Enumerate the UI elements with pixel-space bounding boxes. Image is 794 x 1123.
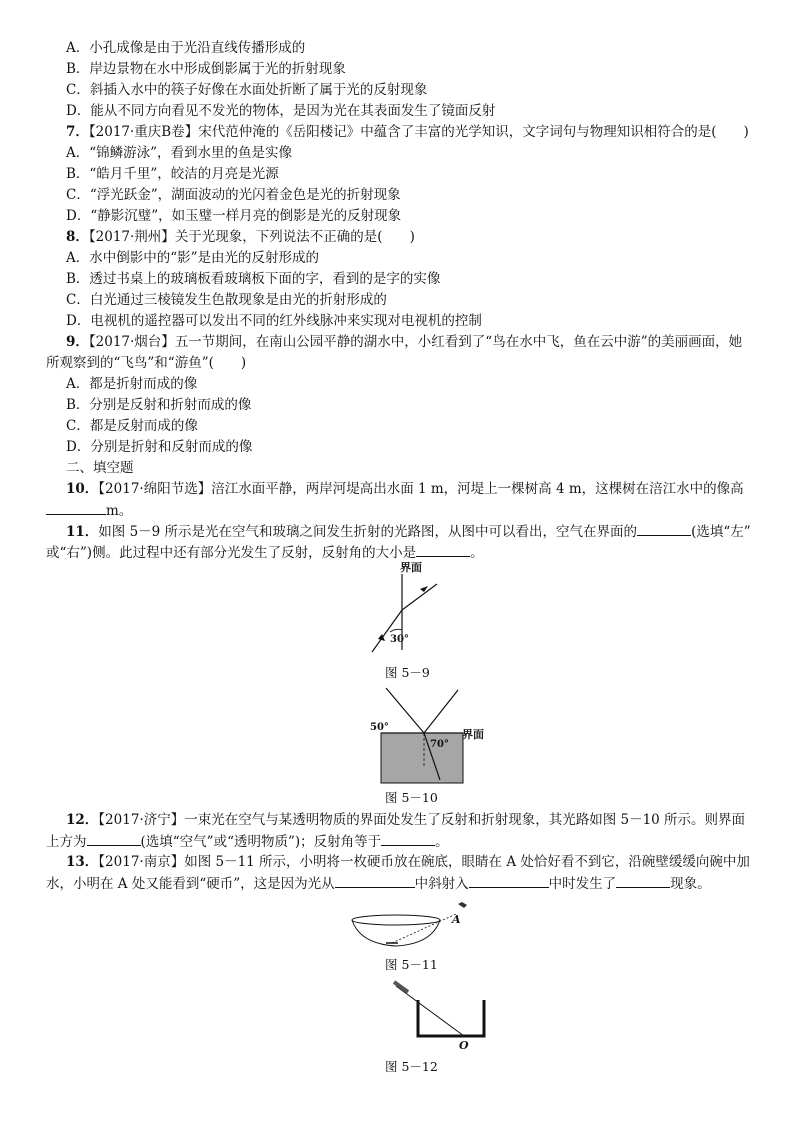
q7-option-a: A．“锦鳞游泳”，看到水里的鱼是实像 — [66, 145, 293, 161]
question-13 — [66, 852, 750, 872]
light-ray — [396, 986, 464, 1036]
figure-5-12-caption: 图 5－12 — [385, 1059, 438, 1074]
question-source: 【2017·济宁】 — [98, 812, 185, 828]
question-text: (选填“空气”或“透明物质”)；反射角等于 — [140, 834, 382, 850]
answer-blank[interactable] — [416, 542, 470, 557]
answer-blank[interactable] — [46, 500, 106, 515]
question-text: 关于光现象，下列说法不正确的是( ) — [174, 229, 415, 245]
q6-option-c: C．斜插入水中的筷子好像在水面处折断了属于光的反射现象 — [66, 82, 428, 98]
figure-5-12-point-o: O — [459, 1039, 469, 1052]
bowl-rim — [352, 915, 440, 925]
question-text: 中斜射入 — [414, 876, 469, 892]
container — [418, 1000, 484, 1036]
refracted-ray — [402, 584, 437, 610]
question-text: 或“右”)侧。此过程中还有部分光发生了反射，反射角的大小是 — [46, 545, 417, 561]
question-12-cont — [46, 831, 449, 852]
incident-ray — [386, 688, 424, 733]
question-10-cont — [46, 500, 132, 521]
question-text: 上方为 — [46, 834, 87, 850]
figure-5-11-caption: 图 5－11 — [385, 957, 438, 972]
q7-option-b: B．“皓月千里”，皎洁的月亮是光源 — [66, 166, 279, 182]
question-9 — [66, 332, 742, 352]
question-source: 【2017·绵阳节选】 — [98, 481, 212, 497]
question-8 — [66, 227, 415, 247]
q8-option-c: C．白光通过三棱镜发生色散现象是由光的折射形成的 — [66, 292, 387, 308]
figure-5-10-angle2-label: 70° — [430, 739, 449, 750]
q9-option-c: C．都是反射而成的像 — [66, 418, 198, 434]
q8-option-d: D．电视机的遥控器可以发出不同的红外线脉冲来实现对电视机的控制 — [66, 313, 482, 329]
section-heading: 二、填空题 — [66, 460, 134, 476]
question-12 — [66, 810, 745, 830]
figure-5-11-point-a: A — [452, 913, 461, 926]
question-source: 【2017·重庆B卷】 — [88, 124, 199, 140]
question-10 — [66, 479, 744, 499]
question-text: (选填“左” — [691, 524, 751, 540]
answer-blank[interactable] — [87, 831, 141, 846]
question-text: 中时发生了 — [548, 876, 617, 892]
question-text: 宋代范仲淹的《岳阳楼记》中蕴含了丰富的光学知识，文字词句与物理知识相符合的是( ) — [198, 124, 749, 140]
question-text: 涪江水面平静，两岸河堤高出水面 1 m，河堤上一棵树高 4 m，这棵树在涪江水中的像高 — [211, 481, 744, 497]
question-source: 【2017·烟台】 — [88, 334, 175, 350]
answer-blank[interactable] — [381, 831, 435, 846]
question-9-cont: 所观察到的“飞鸟”和“游鱼”( ) — [46, 355, 247, 371]
q7-option-d: D．“静影沉璧”，如玉璧一样月亮的倒影是光的反射现象 — [66, 208, 402, 224]
question-number: 11． — [66, 524, 99, 540]
question-number: 7． — [66, 124, 89, 140]
question-text: 如图 5－11 所示，小明将一枚硬币放在碗底，眼睛在 A 处恰好看不到它，沿碗壁缓缓向碗中加 — [184, 854, 750, 870]
question-7 — [66, 122, 749, 142]
q8-option-b: B．透过书桌上的玻璃板看玻璃板下面的字，看到的是字的实像 — [66, 271, 441, 287]
q7-option-c: C．“浮光跃金”，湖面波动的光闪着金色是光的折射现象 — [66, 187, 401, 203]
question-13-cont — [46, 873, 711, 894]
q9-option-d: D．分别是折射和反射而成的像 — [66, 439, 253, 455]
question-number: 13． — [66, 854, 99, 870]
question-text: m。 — [106, 503, 133, 519]
question-text: 如图 5－9 所示是光在空气和玻璃之间发生折射的光路图，从图中可以看出，空气在界面的 — [98, 524, 638, 540]
q9-option-a: A．都是折射而成的像 — [66, 376, 198, 392]
figure-5-10-interface-label: 界面 — [462, 728, 484, 741]
reflected-ray — [424, 690, 458, 733]
answer-blank[interactable] — [616, 873, 670, 888]
question-number: 12． — [66, 812, 99, 828]
question-number: 8． — [66, 229, 89, 245]
question-source: 【2017·荆州】 — [88, 229, 175, 245]
figure-5-11 — [346, 896, 486, 952]
answer-blank[interactable] — [469, 873, 549, 888]
eye-icon — [458, 902, 467, 908]
transparent-medium — [381, 733, 463, 783]
question-text: 水，小明在 A 处又能看到“硬币”，这是因为光从 — [46, 876, 335, 892]
q9-option-b: B．分别是反射和折射而成的像 — [66, 397, 252, 413]
question-number: 9． — [66, 334, 89, 350]
question-text: 一束光在空气与某透明物质的界面处发生了反射和折射现象，其光路如图 5－10 所示。则界面 — [184, 812, 746, 828]
question-text: 。 — [435, 834, 449, 850]
question-11 — [66, 521, 751, 542]
figure-5-10-angle1-label: 50° — [370, 722, 389, 733]
q6-option-d: D．能从不同方向看见不发光的物体，是因为光在其表面发生了镜面反射 — [66, 103, 496, 119]
flashlight-icon — [394, 982, 408, 992]
question-text: 现象。 — [670, 876, 711, 892]
question-source: 【2017·南京】 — [98, 854, 185, 870]
figure-5-9-angle-label: 30° — [390, 634, 409, 645]
figure-5-9-caption: 图 5－9 — [385, 665, 430, 680]
answer-blank[interactable] — [335, 873, 415, 888]
q6-option-a: A．小孔成像是由于光沿直线传播形成的 — [66, 40, 306, 56]
q8-option-a: A．水中倒影中的“影”是由光的反射形成的 — [66, 250, 320, 266]
question-text: 五一节期间，在南山公园平静的湖水中，小红看到了“鸟在水中飞，鱼在云中游”的美丽画面，她 — [174, 334, 743, 350]
answer-blank[interactable] — [637, 521, 691, 536]
figure-5-10-caption: 图 5－10 — [385, 790, 438, 805]
question-text: 。 — [470, 545, 484, 561]
figure-5-9-interface-label: 界面 — [400, 561, 422, 574]
question-number: 10． — [66, 481, 99, 497]
figure-5-12 — [390, 980, 500, 1044]
q6-option-b: B．岸边景物在水中形成倒影属于光的折射现象 — [66, 61, 346, 77]
